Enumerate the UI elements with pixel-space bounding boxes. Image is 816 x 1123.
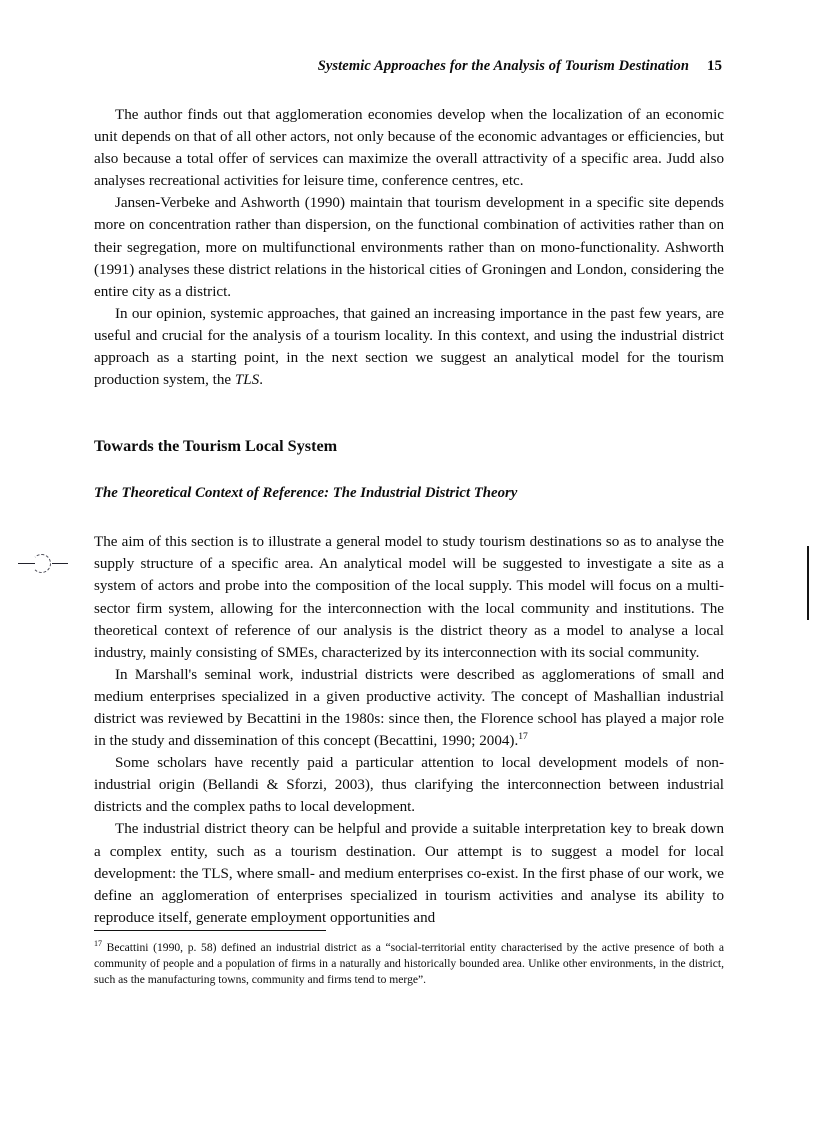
paragraph-2: Jansen-Verbeke and Ashworth (1990) maintain that tourism development in a specific site depends more on concentration rather than dispersion, on the functional combination of activities rather than on their segregation, more on multifunctional environments rather than on mono-functionality. Ashworth (1991) analyses these district relations in the historical cities of Groningen and London, considering the entire city as a district. <box>94 195 724 300</box>
paragraph-3-tail: . <box>259 372 263 389</box>
page-number: 15 <box>707 58 722 74</box>
paragraph-5-text: In Marshall's seminal work, industrial districts were described as agglomerations of small and medium enterprises specialized in a given productive activity. The concept of Mashallian industrial district was reviewed by Becattini in the 1980s: since then, the Florence school has played a major role in the study and dissemination of this concept (Becattini, 1990; 2004). <box>94 666 724 750</box>
footnote-text: Becattini (1990, p. 58) defined an industrial district as a “social-territorial entity characterised by the active presence of both a community of people and a population of firms in a naturally and historically bounded area. Unlike other environments, in the district, such as the manufacturing towns, community and firms tend to merge”. <box>94 941 724 987</box>
paragraph-6: Some scholars have recently paid a particular attention to local development models of non-industrial origin (Bellandi & Sforzi, 2003), thus clarifying the interconnection between industrial districts and the complex paths to local development. <box>94 755 724 816</box>
text-column <box>94 104 724 929</box>
paragraph-7: The industrial district theory can be helpful and provide a suitable interpretation key to break down a complex entity, such as a tourism destination. Our attempt is to suggest a model for local development: the TLS, where small- and medium enterprises co-exist. In the first phase of our work, we define an agglomeration of enterprises specialized in tourism activities and analyse its ability to reproduce itself, generate employment opportunities and <box>94 821 724 926</box>
paragraph-3-italic-term: TLS <box>234 372 260 389</box>
registration-mark-icon <box>18 552 62 578</box>
registration-mark-ring <box>32 554 51 573</box>
paragraph-3 <box>94 303 724 391</box>
footnote-marker-17: 17 <box>94 939 102 949</box>
running-head-title: Systemic Approaches for the Analysis of Tourism Destination <box>317 58 689 74</box>
page-edge-marker <box>807 546 809 620</box>
paragraph-1: The author finds out that agglomeration economies develop when the localization of an economic unit depends on that of all other actors, not only because of the economic advantages or efficiencies, but also because a total offer of services can maximize the overall attractivity of a specific area. Judd also analyses recreational activities for leisure time, conference centres, etc. <box>94 107 724 190</box>
footnote-reference-17: 17 <box>518 731 528 743</box>
subsection-heading: The Theoretical Context of Reference: The Industrial District Theory <box>94 485 518 502</box>
registration-mark-right-dash <box>52 563 68 564</box>
footnote-17 <box>94 940 724 989</box>
paragraph-3-text: In our opinion, systemic approaches, that gained an increasing importance in the past few years, are useful and crucial for the analysis of a tourism locality. In this context, and using the industrial district approach as a starting point, in the next section we suggest an analytical model for the tourism production system, the <box>94 305 724 389</box>
footnote-separator-rule <box>94 930 326 931</box>
footnote-block <box>94 930 724 989</box>
running-head <box>94 58 722 80</box>
section-heading: Towards the Tourism Local System <box>94 437 338 456</box>
paragraph-5 <box>94 664 724 752</box>
paragraph-4: The aim of this section is to illustrate a general model to study tourism destinations so as to analyse the supply structure of a specific area. An analytical model will be suggested to investigate a site as a system of actors and probe into the composition of the local supply. This model will focus on a multi-sector firm system, allowing for the interconnection with the local community and institutions. The theoretical context of reference of our analysis is the district theory as a model to analyse a local industry, mainly consisting of SMEs, characterized by its interconnection with its social community. <box>94 534 724 661</box>
